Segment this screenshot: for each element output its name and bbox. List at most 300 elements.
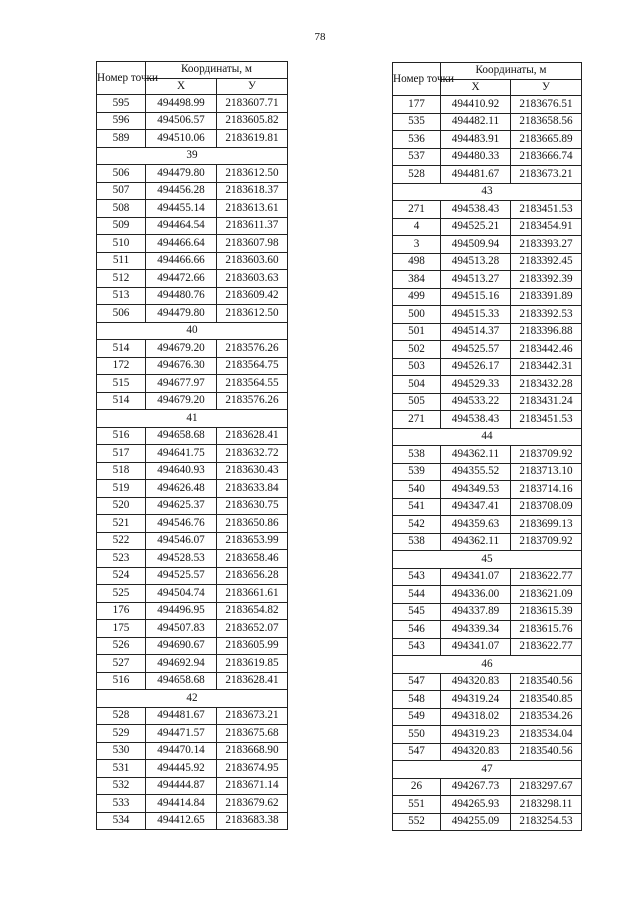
y-coordinate-cell: 2183673.21 [511,166,582,184]
point-number-cell: 501 [393,323,441,341]
table-row [393,288,582,306]
y-coordinate-cell: 2183603.60 [217,252,288,270]
x-coordinate-cell: 494359.63 [441,516,511,534]
point-number-cell: 519 [97,480,146,498]
y-coordinate-cell: 2183540.85 [511,691,582,709]
point-number-cell: 543 [393,638,441,656]
y-coordinate-cell: 2183576.26 [217,340,288,358]
coordinates-table-right [392,62,582,831]
y-coordinate-cell: 2183392.39 [511,271,582,289]
y-coordinate-cell: 2183605.82 [217,112,288,130]
y-coordinate-cell: 2183612.50 [217,305,288,323]
x-coordinate-cell: 494525.57 [441,341,511,359]
y-coordinate-cell: 2183619.85 [217,655,288,673]
table-row [393,166,582,184]
x-coordinate-cell: 494677.97 [146,375,217,393]
point-number-cell: 547 [393,673,441,691]
table-row [393,236,582,254]
point-number-cell: 538 [393,446,441,464]
table-row [393,376,582,394]
group-header-row [97,147,288,165]
point-number-cell: 536 [393,131,441,149]
y-coordinate-cell: 2183630.43 [217,462,288,480]
point-number-cell: 544 [393,586,441,604]
group-number: 41 [97,410,288,428]
y-coordinate-cell: 2183699.13 [511,516,582,534]
point-number-cell: 551 [393,796,441,814]
point-number-cell: 515 [97,375,146,393]
x-coordinate-cell: 494507.83 [146,620,217,638]
point-number-cell: 532 [97,777,146,795]
point-number-cell: 535 [393,113,441,131]
point-number-cell: 522 [97,532,146,550]
table-row [97,217,288,235]
x-coordinate-cell: 494410.92 [441,96,511,114]
y-coordinate-cell: 2183622.77 [511,568,582,586]
table-row [393,796,582,814]
x-coordinate-cell: 494515.33 [441,306,511,324]
group-number: 42 [97,690,288,708]
point-number-cell: 518 [97,462,146,480]
y-coordinate-cell: 2183609.42 [217,287,288,305]
x-coordinate-cell: 494347.41 [441,498,511,516]
header-y: У [217,78,288,95]
point-number-cell: 506 [97,165,146,183]
point-number-cell: 504 [393,376,441,394]
table-row [97,777,288,795]
point-number-cell: 549 [393,708,441,726]
table-row [393,411,582,429]
point-number-cell: 533 [97,795,146,813]
y-coordinate-cell: 2183633.84 [217,480,288,498]
x-coordinate-cell: 494679.20 [146,392,217,410]
table-row [393,673,582,691]
y-coordinate-cell: 2183534.04 [511,726,582,744]
table-row [393,621,582,639]
x-coordinate-cell: 494533.22 [441,393,511,411]
y-coordinate-cell: 2183576.26 [217,392,288,410]
x-coordinate-cell: 494349.53 [441,481,511,499]
page-number: 78 [314,31,326,43]
y-coordinate-cell: 2183451.53 [511,411,582,429]
y-coordinate-cell: 2183665.89 [511,131,582,149]
x-coordinate-cell: 494510.06 [146,130,217,148]
table-row [97,672,288,690]
x-coordinate-cell: 494658.68 [146,427,217,445]
y-coordinate-cell: 2183393.27 [511,236,582,254]
point-number-cell: 534 [97,812,146,830]
x-coordinate-cell: 494506.57 [146,112,217,130]
point-number-cell: 528 [97,707,146,725]
point-number-cell: 176 [97,602,146,620]
x-coordinate-cell: 494528.53 [146,550,217,568]
point-number-cell: 511 [97,252,146,270]
point-number-cell: 271 [393,201,441,219]
group-number: 43 [393,183,582,201]
y-coordinate-cell: 2183628.41 [217,427,288,445]
point-number-cell: 528 [393,166,441,184]
y-coordinate-cell: 2183658.46 [217,550,288,568]
table-row [97,707,288,725]
x-coordinate-cell: 494319.24 [441,691,511,709]
point-number-cell: 509 [97,217,146,235]
point-number-cell: 516 [97,427,146,445]
y-coordinate-cell: 2183632.72 [217,445,288,463]
point-number-cell: 524 [97,567,146,585]
table-row [97,620,288,638]
point-number-cell: 589 [97,130,146,148]
table-row [97,235,288,253]
x-coordinate-cell: 494546.07 [146,532,217,550]
table-row [97,270,288,288]
table-row [97,602,288,620]
point-number-cell: 538 [393,533,441,551]
y-coordinate-cell: 2183630.75 [217,497,288,515]
point-number-cell: 537 [393,148,441,166]
x-coordinate-cell: 494514.37 [441,323,511,341]
table-row [393,341,582,359]
table-row [97,497,288,515]
point-number-cell: 525 [97,585,146,603]
table-row [393,393,582,411]
table-row [97,392,288,410]
point-number-cell: 514 [97,392,146,410]
table-row [97,550,288,568]
x-coordinate-cell: 494464.54 [146,217,217,235]
x-coordinate-cell: 494265.93 [441,796,511,814]
x-coordinate-cell: 494690.67 [146,637,217,655]
x-coordinate-cell: 494538.43 [441,201,511,219]
x-coordinate-cell: 494471.57 [146,725,217,743]
x-coordinate-cell: 494255.09 [441,813,511,831]
table-body [393,96,582,831]
y-coordinate-cell: 2183540.56 [511,743,582,761]
table-row [97,95,288,113]
point-number-cell: 540 [393,481,441,499]
x-coordinate-cell: 494498.99 [146,95,217,113]
y-coordinate-cell: 2183676.51 [511,96,582,114]
y-coordinate-cell: 2183603.63 [217,270,288,288]
point-number-cell: 527 [97,655,146,673]
point-number-cell: 545 [393,603,441,621]
y-coordinate-cell: 2183675.68 [217,725,288,743]
table-row [97,305,288,323]
point-number-cell: 26 [393,778,441,796]
table-row [393,306,582,324]
y-coordinate-cell: 2183611.37 [217,217,288,235]
group-number: 46 [393,656,582,674]
x-coordinate-cell: 494336.00 [441,586,511,604]
y-coordinate-cell: 2183534.26 [511,708,582,726]
table-row [393,148,582,166]
table-row [97,375,288,393]
x-coordinate-cell: 494513.28 [441,253,511,271]
y-coordinate-cell: 2183658.56 [511,113,582,131]
table-row [97,567,288,585]
point-number-cell: 521 [97,515,146,533]
y-coordinate-cell: 2183671.14 [217,777,288,795]
table-row [393,323,582,341]
y-coordinate-cell: 2183540.56 [511,673,582,691]
x-coordinate-cell: 494341.07 [441,638,511,656]
table-row [97,742,288,760]
y-coordinate-cell: 2183431.24 [511,393,582,411]
point-number-cell: 503 [393,358,441,376]
x-coordinate-cell: 494679.20 [146,340,217,358]
table-row [97,532,288,550]
point-number-cell: 520 [97,497,146,515]
point-number-cell: 508 [97,200,146,218]
group-number: 45 [393,551,582,569]
x-coordinate-cell: 494319.23 [441,726,511,744]
y-coordinate-cell: 2183656.28 [217,567,288,585]
point-number-cell: 499 [393,288,441,306]
table-row [97,637,288,655]
x-coordinate-cell: 494481.67 [146,707,217,725]
point-number-cell: 498 [393,253,441,271]
point-number-cell: 530 [97,742,146,760]
group-header-row [393,428,582,446]
x-coordinate-cell: 494546.76 [146,515,217,533]
x-coordinate-cell: 494414.84 [146,795,217,813]
y-coordinate-cell: 2183442.31 [511,358,582,376]
header-coordinates: Координаты, м [146,62,288,79]
y-coordinate-cell: 2183454.91 [511,218,582,236]
y-coordinate-cell: 2183391.89 [511,288,582,306]
table-row [393,446,582,464]
y-coordinate-cell: 2183708.09 [511,498,582,516]
group-header-row [97,410,288,428]
x-coordinate-cell: 494515.16 [441,288,511,306]
point-number-cell: 529 [97,725,146,743]
x-coordinate-cell: 494692.94 [146,655,217,673]
table-row [97,480,288,498]
group-header-row [97,690,288,708]
point-number-cell: 596 [97,112,146,130]
point-number-cell: 514 [97,340,146,358]
point-number-cell: 517 [97,445,146,463]
point-number-cell: 552 [393,813,441,831]
group-header-row [393,761,582,779]
y-coordinate-cell: 2183432.28 [511,376,582,394]
table-row [393,568,582,586]
y-coordinate-cell: 2183619.81 [217,130,288,148]
table-row [97,182,288,200]
point-number-cell: 384 [393,271,441,289]
x-coordinate-cell: 494445.92 [146,760,217,778]
x-coordinate-cell: 494412.65 [146,812,217,830]
table-row [393,813,582,831]
x-coordinate-cell: 494362.11 [441,446,511,464]
table-row [393,638,582,656]
header-x: X [441,79,511,96]
table-row [393,96,582,114]
y-coordinate-cell: 2183612.50 [217,165,288,183]
table-row [97,445,288,463]
point-number-cell: 3 [393,236,441,254]
header-y: У [511,79,582,96]
table-row [393,253,582,271]
point-number-cell: 539 [393,463,441,481]
group-header-row [393,656,582,674]
x-coordinate-cell: 494479.80 [146,165,217,183]
y-coordinate-cell: 2183607.71 [217,95,288,113]
table-row [393,586,582,604]
x-coordinate-cell: 494482.11 [441,113,511,131]
y-coordinate-cell: 2183709.92 [511,533,582,551]
point-number-cell: 546 [393,621,441,639]
group-header-row [393,183,582,201]
point-number-cell: 505 [393,393,441,411]
point-number-cell: 500 [393,306,441,324]
x-coordinate-cell: 494320.83 [441,743,511,761]
table-row [97,112,288,130]
y-coordinate-cell: 2183254.53 [511,813,582,831]
table-row [393,131,582,149]
point-number-cell: 177 [393,96,441,114]
table-row [393,533,582,551]
y-coordinate-cell: 2183621.09 [511,586,582,604]
point-number-cell: 595 [97,95,146,113]
point-number-cell: 513 [97,287,146,305]
point-number-cell: 548 [393,691,441,709]
point-number-cell: 523 [97,550,146,568]
y-coordinate-cell: 2183615.39 [511,603,582,621]
x-coordinate-cell: 494456.28 [146,182,217,200]
table-row [97,130,288,148]
point-number-cell: 543 [393,568,441,586]
y-coordinate-cell: 2183607.98 [217,235,288,253]
table-row [97,760,288,778]
table-row [97,340,288,358]
table-row [393,463,582,481]
table-row [393,358,582,376]
y-coordinate-cell: 2183392.45 [511,253,582,271]
y-coordinate-cell: 2183618.37 [217,182,288,200]
x-coordinate-cell: 494472.66 [146,270,217,288]
x-coordinate-cell: 494641.75 [146,445,217,463]
x-coordinate-cell: 494318.02 [441,708,511,726]
y-coordinate-cell: 2183613.61 [217,200,288,218]
x-coordinate-cell: 494337.89 [441,603,511,621]
x-coordinate-cell: 494341.07 [441,568,511,586]
y-coordinate-cell: 2183622.77 [511,638,582,656]
group-header-row [97,322,288,340]
table-row [393,481,582,499]
point-number-cell: 4 [393,218,441,236]
y-coordinate-cell: 2183396.88 [511,323,582,341]
y-coordinate-cell: 2183298.11 [511,796,582,814]
group-number: 40 [97,322,288,340]
table-row [97,287,288,305]
point-number-cell: 175 [97,620,146,638]
x-coordinate-cell: 494267.73 [441,778,511,796]
y-coordinate-cell: 2183661.61 [217,585,288,603]
x-coordinate-cell: 494479.80 [146,305,217,323]
table-row [393,201,582,219]
y-coordinate-cell: 2183653.99 [217,532,288,550]
table-body [97,95,288,830]
point-number-cell: 512 [97,270,146,288]
y-coordinate-cell: 2183683.38 [217,812,288,830]
table-row [97,252,288,270]
y-coordinate-cell: 2183709.92 [511,446,582,464]
point-number-cell: 507 [97,182,146,200]
x-coordinate-cell: 494480.33 [441,148,511,166]
x-coordinate-cell: 494481.67 [441,166,511,184]
point-number-cell: 502 [393,341,441,359]
group-number: 44 [393,428,582,446]
x-coordinate-cell: 494466.64 [146,235,217,253]
x-coordinate-cell: 494320.83 [441,673,511,691]
header-x: X [146,78,217,95]
y-coordinate-cell: 2183297.67 [511,778,582,796]
y-coordinate-cell: 2183673.21 [217,707,288,725]
table-row [393,778,582,796]
y-coordinate-cell: 2183451.53 [511,201,582,219]
point-number-cell: 271 [393,411,441,429]
table-row [393,516,582,534]
x-coordinate-cell: 494526.17 [441,358,511,376]
x-coordinate-cell: 494496.95 [146,602,217,620]
table-row [393,691,582,709]
point-number-cell: 547 [393,743,441,761]
y-coordinate-cell: 2183392.53 [511,306,582,324]
group-number: 47 [393,761,582,779]
x-coordinate-cell: 494470.14 [146,742,217,760]
table-row [97,165,288,183]
point-number-cell: 542 [393,516,441,534]
x-coordinate-cell: 494509.94 [441,236,511,254]
x-coordinate-cell: 494455.14 [146,200,217,218]
table-row [393,743,582,761]
table-row [393,498,582,516]
table-row [97,200,288,218]
y-coordinate-cell: 2183668.90 [217,742,288,760]
point-number-cell: 510 [97,235,146,253]
x-coordinate-cell: 494466.66 [146,252,217,270]
table-row [97,795,288,813]
table-row [97,585,288,603]
table-row [97,427,288,445]
y-coordinate-cell: 2183564.75 [217,357,288,375]
x-coordinate-cell: 494658.68 [146,672,217,690]
y-coordinate-cell: 2183628.41 [217,672,288,690]
table-row [393,726,582,744]
table-row [97,515,288,533]
y-coordinate-cell: 2183679.62 [217,795,288,813]
table-row [97,812,288,830]
x-coordinate-cell: 494529.33 [441,376,511,394]
y-coordinate-cell: 2183564.55 [217,375,288,393]
table-row [393,271,582,289]
coordinates-table-left [96,61,288,830]
x-coordinate-cell: 494525.21 [441,218,511,236]
table-row [393,113,582,131]
table-row [97,725,288,743]
table-row [393,603,582,621]
point-number-cell: 506 [97,305,146,323]
point-number-cell: 526 [97,637,146,655]
x-coordinate-cell: 494626.48 [146,480,217,498]
y-coordinate-cell: 2183714.16 [511,481,582,499]
y-coordinate-cell: 2183615.76 [511,621,582,639]
header-coordinates: Координаты, м [441,63,582,80]
y-coordinate-cell: 2183650.86 [217,515,288,533]
header-point-number: Номер точки [97,62,146,95]
x-coordinate-cell: 494339.34 [441,621,511,639]
point-number-cell: 550 [393,726,441,744]
